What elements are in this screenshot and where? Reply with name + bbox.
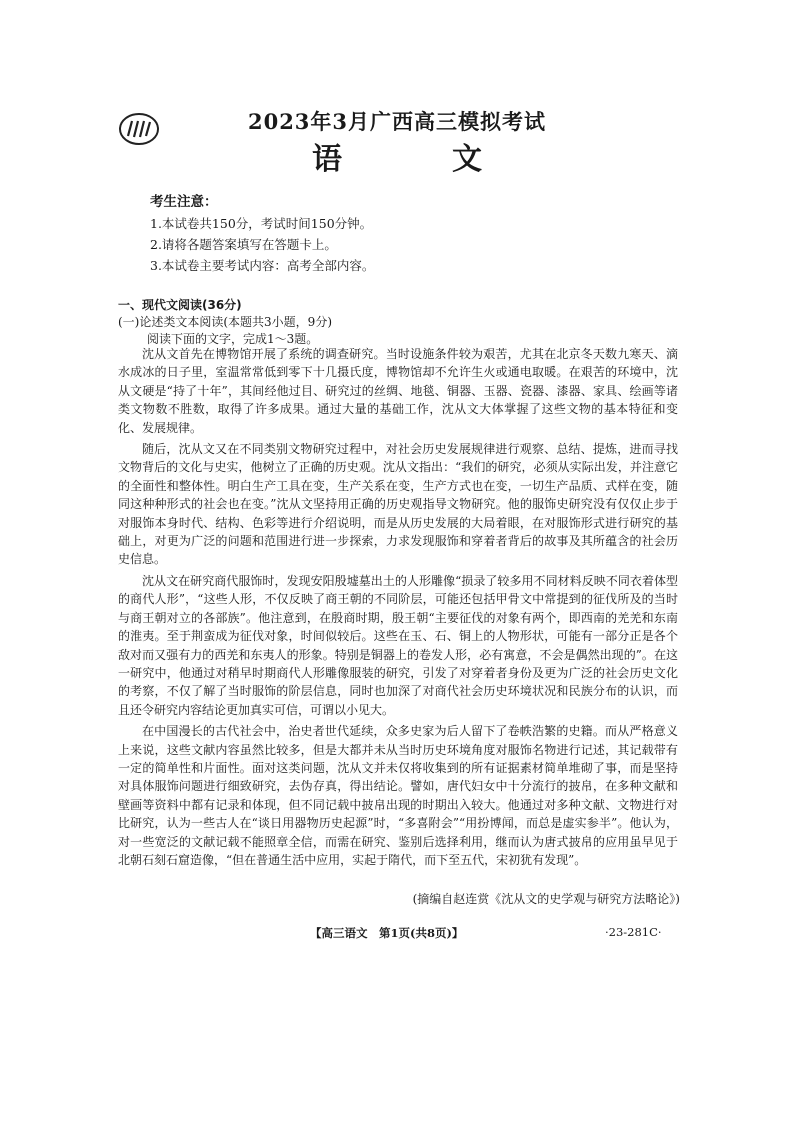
passage-paragraph: 随后，沈从文又在不同类别文物研究过程中，对社会历史发展规律进行观察、总结、提炼，进而寻找文物背后的文化与史实，他树立了正确的历史观。沈从文指出：“我们的研究，必须从实际出发，并注意它的全面性和整体性。明白生产工具在变，生产关系在变，生产方式也在变，一切生产品质、式样在变，随同这种种形式的社会也在变。”沈从文坚持用正确的历史观指导文物研究。他的服饰史研究没有仅仅止步于对服饰本身时代、结构、色彩等进行介绍说明，而是从历史发展的大局着眼，在对服饰形式进行研究的基础上，对更为广泛的问题和范围进行进一步探索，力求发现服饰和穿着者背后的故事及其所蕴含的社会历史信息。 bbox=[118, 442, 678, 567]
notice-item: 2.请将各题答案填写在答题卡上。 bbox=[150, 237, 337, 252]
page-number: 【高三语文 第1页(共8页)】 bbox=[310, 926, 464, 940]
section-subheading: (一)论述类文本阅读(本题共3小题，9分) bbox=[118, 315, 332, 329]
passage-paragraph: 沈从文首先在博物馆开展了系统的调查研究。当时设施条件较为艰苦，尤其在北京冬天数九寒天、滴水成冰的日子里，室温常常低到零下十几摄氏度，博物馆却不允许生火或通电取暖。在艰苦的环境中，沈从文硬是“持了十年”，其间经他过目、研究过的丝绸、地毯、铜器、玉器、瓷器、漆器、家具、绘画等诸类文物数不胜数，取得了许多成果。通过大量的基础工作，沈从文大体掌握了这些文物的基本特征和变化、发展规律。 bbox=[118, 347, 678, 435]
subject-title: 语 文 bbox=[312, 142, 522, 177]
notice-item: 3.本试卷主要考试内容：高考全部内容。 bbox=[150, 258, 375, 273]
reading-instruction: 阅读下面的文字，完成1～3题。 bbox=[147, 332, 319, 346]
section-heading: 一、现代文阅读(36分) bbox=[118, 298, 242, 312]
passage-source: (摘编自赵连赏《沈从文的史学观与研究方法略论》) bbox=[412, 892, 680, 906]
notice-heading: 考生注意： bbox=[150, 194, 218, 210]
passage-paragraph: 在中国漫长的古代社会中，治史者世代延续，众多史家为后人留下了卷帙浩繁的史籍。而从严格意义上来说，这些文献内容虽然比较多，但是大都并未从当时历史环境角度对服饰名物进行记述，其记载带有一定的简单性和片面性。面对这类问题，沈从文并未仅将收集到的所有证据素材简单堆砌了事，而是坚持对具体服饰问题进行细致研究，去伪存真，得出结论。譬如，唐代妇女中十分流行的披帛，在多种文献和壁画等资料中都有记录和体现，但不同记载中披帛出现的时期出入较大。他通过对多种文献、文物进行对比研究，认为一些古人在“谈日用器物历史起源”时，“多喜附会”“用扮博闻，而总是虚实参半”。他认为，对一些宽泛的文献记载不能照章全信，而需在研究、鉴别后选择利用，继而认为唐式披帛的应用虽早见于北朝石刻石窟造像，“但在普通生活中应用，实起于隋代，而下至五代，宋初犹有发现”。 bbox=[118, 724, 678, 867]
reading-passage bbox=[118, 345, 678, 869]
exam-code: ·23-281C· bbox=[605, 925, 662, 939]
passage-paragraph: 沈从文在研究商代服饰时，发现安阳殷墟墓出土的人形雕像“损录了较多用不同材料反映不同衣着体型的商代人形”，“这些人形，不仅反映了商王朝的不同阶层，可能还包括甲骨文中常提到的征伐所及的当时与商王朝对立的各部族”。他注意到，在殷商时期，殷王朝“主要征伐的对象有两个，即西南的羌羌和东南的淮夷。至于荆蛮成为征伐对象，时间似较后。这些在玉、石、铜上的人物形状，可能有一部分正是各个敌对而又强有力的西羌和东夷人的形象。特别是铜器上的卷发人形，必有寓意，不会是偶然出现的”。在这一研究中，他通过对稍早时期商代人形雕像服装的研究，引发了对穿着者身份及更为广泛的社会历史文化的考察，不仅了解了当时服饰的阶层信息，同时也加深了对商代社会历史环境状况和民族分布的认识，而且还令研究内容结论更加真实可信，可谓以小见大。 bbox=[118, 573, 678, 717]
exam-notice bbox=[150, 192, 374, 276]
notice-item: 1.本试卷共150分，考试时间150分钟。 bbox=[150, 216, 373, 231]
exam-title: 2023年3月广西高三模拟考试 bbox=[247, 109, 547, 134]
